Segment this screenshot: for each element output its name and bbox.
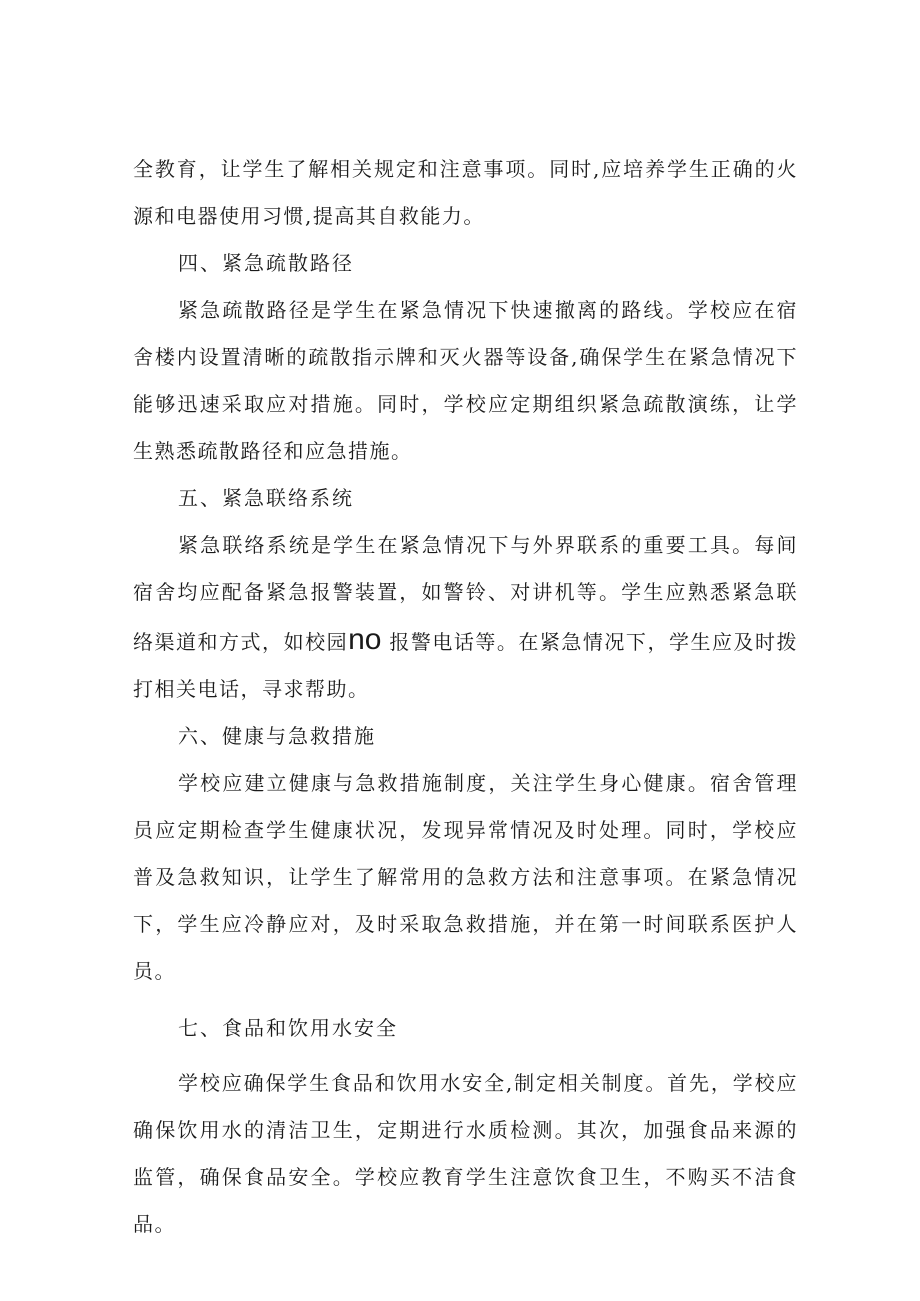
section-body-health-first-aid: 学校应建立健康与急救措施制度，关注学生身心健康。宿舍管理员应定期检查学生健康状况，发现异常情况及时处理。同时，学校应普及急救知识，让学生了解常用的急救方法和注意事项。在紧急情况下，学生应冷静应对，及时采取急救措施，并在第一时间联系医护人员。 xyxy=(133,771,798,983)
section-heading-evacuation: 四、紧急疏散路径 xyxy=(178,251,354,275)
section-body-evacuation: 紧急疏散路径是学生在紧急情况下快速撤离的路线。学校应在宿舍楼内设置清晰的疏散指示牌和灭火器等设备,确保学生在紧急情况下能够迅速采取应对措施。同时，学校应定期组织紧急疏散演练，让学生熟悉疏散路径和应急措施。 xyxy=(133,298,798,463)
document-content xyxy=(133,146,798,1248)
contact-body-part-2: 报警电话等。在紧急情况下，学生应及时拨打相关电话，寻求帮助。 xyxy=(133,630,798,701)
contact-body-part-1: 紧急联络系统是学生在紧急情况下与外界联系的重要工具。每间宿舍均应配备紧急报警装置，如警铃、对讲机等。学生应熟悉紧急联络渠道和方式，如校园 xyxy=(133,533,798,654)
section-body-food-water: 学校应确保学生食品和饮用水安全,制定相关制度。首先，学校应确保饮用水的清洁卫生，定期进行水质检测。其次，加强食品来源的监管，确保食品安全。学校应教育学生注意饮食卫生，不购买不洁食品。 xyxy=(133,1071,798,1236)
section-heading-health-first-aid: 六、健康与急救措施 xyxy=(178,724,376,748)
intro-continuation-paragraph: 全教育，让学生了解相关规定和注意事项。同时,应培养学生正确的火源和电器使用习惯,提高其自救能力。 xyxy=(133,157,798,228)
section-body-contact-system xyxy=(133,522,798,713)
section-heading-food-water: 七、食品和饮用水安全 xyxy=(178,1016,398,1040)
section-heading-contact-system: 五、紧急联络系统 xyxy=(178,486,354,510)
contact-body-inline-no: no xyxy=(348,623,382,656)
